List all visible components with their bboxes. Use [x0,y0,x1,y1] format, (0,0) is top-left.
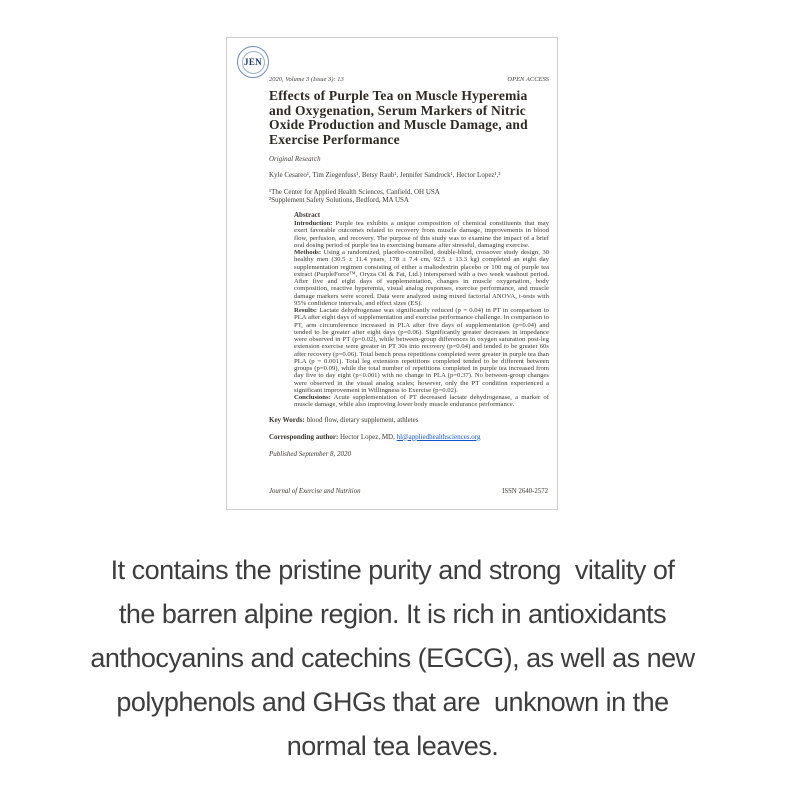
volume-issue-label: 2020, Volume 3 (Issue 3): 13 [269,76,344,83]
abstract-introduction [294,220,549,249]
abstract-heading: Abstract [294,210,321,219]
published-date-label: Published September 8, 2020 [269,449,352,458]
jen-journal-logo-icon [237,46,269,78]
authors-line: Kyle Cesareo¹, Tim Ziegenfuss¹, Betsy Raub¹, Jennifer Sandrock¹, Hector Lopez¹,² [269,170,501,179]
abstract-results-label: Results: [294,307,318,315]
abstract-methods [294,249,549,307]
issn-label: ISSN 2640-2572 [502,488,548,495]
caption-line-5: normal tea leaves. [286,731,499,761]
jen-logo-inner-ring [242,51,265,74]
article-type-label: Original Research [269,154,321,163]
caption-line-3: anthocyanins and catechins (EGCG), as well as new [90,643,695,673]
paper-title: Effects of Purple Tea on Muscle Hyperemia and Oxygenation, Serum Markers of Nitric Oxide Production and Muscle Damage, and Exercise Performance [269,88,528,148]
journal-name-label: Journal of Exercise and Nutrition [269,488,361,495]
jen-logo-text: JEN [244,57,262,67]
keywords-line [269,416,549,424]
abstract-introduction-label: Introduction: [294,220,333,228]
journal-paper-thumbnail [226,37,558,510]
paper-meta-row [269,76,549,83]
abstract-conclusions-label: Conclusions: [294,394,331,402]
caption-text-block [0,548,785,768]
abstract-conclusions-text: Acute supplementation of PT decreased lactate dehydrogenase, a marker of muscle damage, while also improving lower body muscle endurance performance. [294,394,549,409]
keywords-text: blood flow, dietary supplement, athletes [306,415,419,424]
open-access-label: OPEN ACCESS [507,76,549,83]
caption-line-1: It contains the pristine purity and strong vitality of [110,555,675,585]
abstract-methods-label: Methods: [294,249,322,257]
caption-line-2: the barren alpine region. It is rich in antioxidants [118,599,667,629]
affiliations [269,188,549,204]
affiliation-2: ²Supplement Safety Solutions, Bedford, MA USA [269,195,409,204]
corresponding-author-line [269,433,549,441]
caption-line-4: polyphenols and GHGs that are unknown in the [116,687,669,717]
abstract-introduction-text: Purple tea exhibits a unique composition of chemical constituents that may exert favorable outcomes related to recovery from muscle damage, improvements in blood flow, perfusion, and recovery. The purpose of this study was to examine the impact of a brief oral dosing period of purple tea in exercising humans after stressful, damaging exercise. [294,220,549,249]
paper-footer [269,488,548,495]
corresponding-author-email-link[interactable]: hl@appliedhealthsciences.org [396,432,481,441]
abstract-block [294,212,549,409]
abstract-methods-text: Using a randomized, placebo-controlled, double-blind, crossover study design, 30 healthy men (30.5 ± 11.4 years, 178 ± 7.4 cm, 92.5 ± 13.3 kg) completed an eight day supplementation regimen consisting of either a maltodextrin placebo or 100 mg of purple tea extract (PurpleForce™, Oryza Oil & Fat, Ltd.) interspersed with a two week washout period. After five and eight days of supplementation, changes in muscle oxygenation, body composition, reactive hyperemia, visual analog responses, exercise performance, and muscle damage markers were scored. Data were analyzed using mixed factorial ANOVA, t-tests with 95% confidence intervals, and effect sizes (ES). [294,249,550,307]
affiliation-1: ¹The Center for Applied Health Sciences, Canfield, OH USA [269,187,440,196]
corresponding-author-name: Hector Lopez, MD, [340,432,395,441]
abstract-conclusions [294,394,549,409]
keywords-label: Key Words: [269,415,305,424]
abstract-results-text: Lactate dehydrogenase was significantly reduced (p = 0.04) in PT in comparison to PLA after eight days of supplementation and exercise performance challenge. In comparison to PT, arm circumference increased in PLA after five days of supplementation (p=0.04) and tended to be greater after eight days (p=0.06). Significantly greater decreases in impedance were observed in PT (p=0.02), while between-group differences in oxygen saturation post-leg extension exercise were greater in PT 30s into recovery (p=0.04) and tended to be greater 60s after recovery (p=0.06). Total bench press repetitions completed were greater in purple tea than PLA (p = 0.001). Total leg extension repetitions completed tended to be different between groups (p=0.09), while the total number of repetitions completed in purple tea increased from day five to day eight (p<0.001) with no change in PLA (p=0.37). No between-group changes were observed in the visual analog scales; however, only the PT condition experienced a significant improvement in Willingness to Exercise (p=0.02). [294,307,549,394]
abstract-results [294,307,549,394]
corresponding-author-label: Corresponding author: [269,432,339,441]
